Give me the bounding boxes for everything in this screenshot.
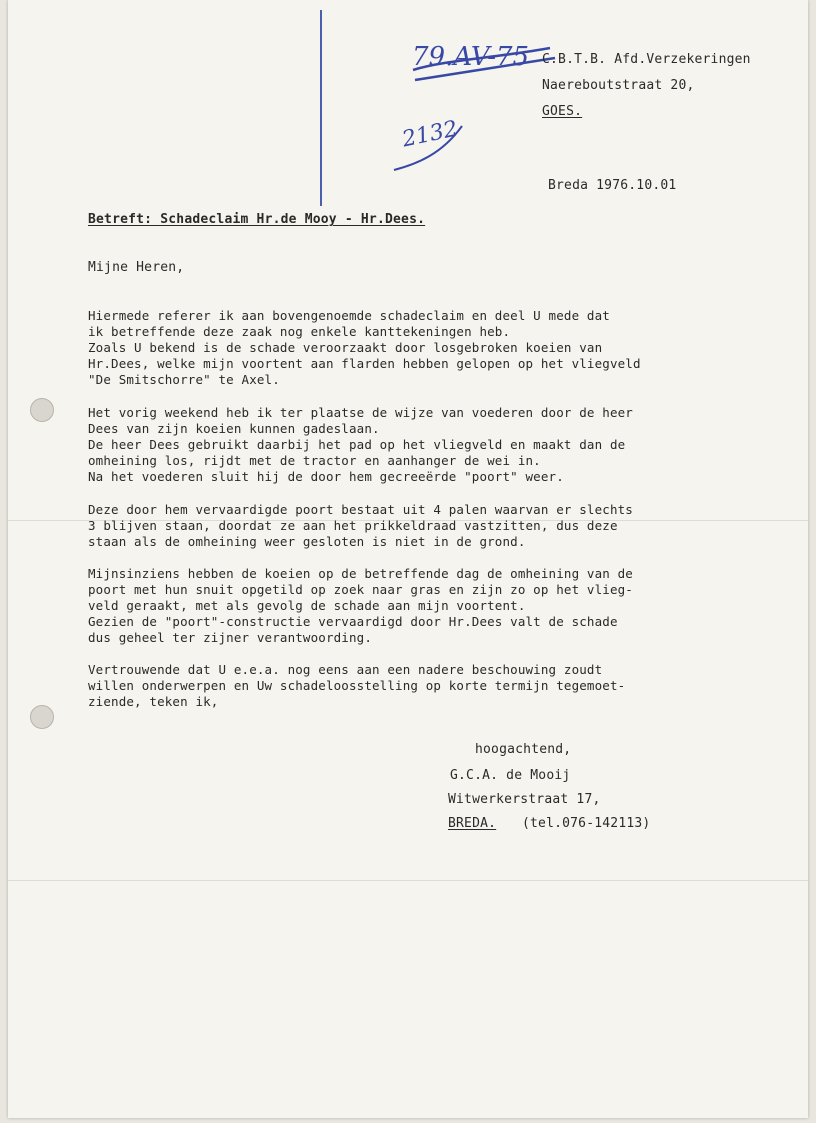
text-line: Zoals U bekend is de schade veroorzaakt door losgebroken koeien van (88, 340, 603, 355)
text-line: Vertrouwende dat U e.e.a. nog eens aan een nadere beschouwing zoudt (88, 662, 603, 677)
number-underline (392, 118, 472, 178)
text-line: Het vorig weekend heb ik ter plaatse de wijze van voederen door de heer (88, 405, 633, 420)
text-line: dus geheel ter zijner verantwoording. (88, 630, 372, 645)
text-line: poort met hun snuit opgetild op zoek naar gras en zijn zo op het vlieg- (88, 582, 633, 597)
recipient-street: Naereboutstraat 20, (542, 78, 695, 93)
subject-line: Betreft: Schadeclaim Hr.de Mooy - Hr.Dees. (88, 212, 426, 227)
struck-text: 79.AV-75 (412, 42, 530, 72)
text-line: De heer Dees gebruikt daarbij het pad op het vliegveld en maakt dan de (88, 437, 626, 452)
salutation: Mijne Heren, (88, 260, 185, 275)
text-line: Hr.Dees, welke mijn voortent aan flarden hebben gelopen op het vliegveld (88, 356, 641, 371)
text-line: willen onderwerpen en Uw schadeloosstelling op korte termijn tegemoet- (88, 678, 626, 693)
fold-line (8, 880, 808, 881)
punch-hole (30, 398, 54, 422)
paragraph-3 (88, 502, 728, 550)
text-line: omheining los, rijdt met de tractor en aanhanger de wei in. (88, 453, 541, 468)
recipient-city: GOES. (542, 104, 583, 119)
closing-greeting: hoogachtend, (475, 742, 572, 757)
strike-scribble (405, 30, 565, 100)
punch-hole (30, 705, 54, 729)
text-line: Deze door hem vervaardigde poort bestaat uit 4 palen waarvan er slechts (88, 502, 633, 517)
date-line: Breda 1976.10.01 (548, 178, 677, 193)
sender-name: G.C.A. de Mooij (450, 768, 571, 783)
handwritten-number: 2132 (400, 116, 460, 153)
text-line: 3 blijven staan, doordat ze aan het prikkeldraad vastzitten, dus deze (88, 518, 618, 533)
paragraph-4 (88, 566, 728, 646)
sender-city: BREDA. (448, 816, 497, 831)
paragraph-2 (88, 405, 728, 485)
text-line: Dees van zijn koeien kunnen gadeslaan. (88, 421, 380, 436)
pen-mark-line (320, 10, 322, 206)
sender-street: Witwerkerstraat 17, (448, 792, 601, 807)
text-line: veld geraakt, met als gevolg de schade aan mijn voortent. (88, 598, 526, 613)
text-line: ziende, teken ik, (88, 694, 219, 709)
text-line: Gezien de "poort"-constructie vervaardigd door Hr.Dees valt de schade (88, 614, 618, 629)
text-line: staan als de omheining weer gesloten is niet in de grond. (88, 534, 526, 549)
paragraph-5 (88, 662, 728, 710)
text-line: "De Smitschorre" te Axel. (88, 372, 280, 387)
paragraph-1 (88, 308, 728, 388)
text-line: Na het voederen sluit hij de door hem gecreeërde "poort" weer. (88, 469, 564, 484)
sender-phone: (tel.076-142113) (522, 816, 651, 831)
text-line: Mijnsinziens hebben de koeien op de betreffende dag de omheining van de (88, 566, 633, 581)
recipient-name: C.B.T.B. Afd.Verzekeringen (542, 52, 751, 67)
text-line: Hiermede referer ik aan bovengenoemde schadeclaim en deel U mede dat (88, 308, 610, 323)
text-line: ik betreffende deze zaak nog enkele kanttekeningen heb. (88, 324, 511, 339)
